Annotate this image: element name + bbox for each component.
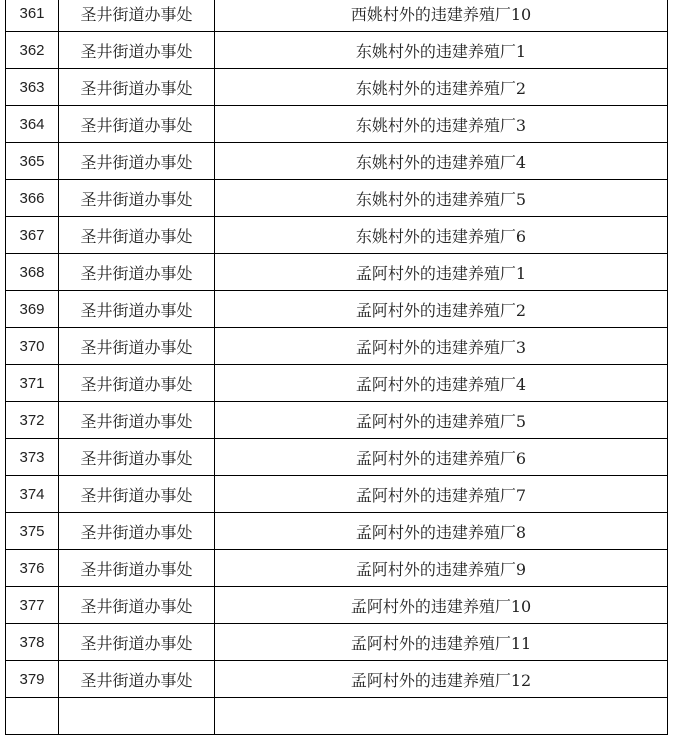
table-row [6,69,668,106]
table-row [6,143,668,180]
table-row [6,550,668,587]
facility-name-cell: 孟阿村外的违建养殖厂10 [215,587,668,624]
office-cell: 圣井街道办事处 [59,587,215,624]
facility-name-cell: 西姚村外的违建养殖厂10 [215,0,668,32]
office-cell: 圣井街道办事处 [59,217,215,254]
office-cell [59,698,215,735]
table-row [6,402,668,439]
table-row [6,180,668,217]
row-number-cell: 364 [6,106,59,143]
table-row [6,513,668,550]
row-number-cell: 368 [6,254,59,291]
row-number-cell: 376 [6,550,59,587]
facility-name-cell: 孟阿村外的违建养殖厂4 [215,365,668,402]
office-cell: 圣井街道办事处 [59,624,215,661]
facility-name-cell: 东姚村外的违建养殖厂6 [215,217,668,254]
office-cell: 圣井街道办事处 [59,365,215,402]
row-number-cell: 378 [6,624,59,661]
facility-name-cell: 孟阿村外的违建养殖厂5 [215,402,668,439]
office-cell: 圣井街道办事处 [59,69,215,106]
office-cell: 圣井街道办事处 [59,476,215,513]
office-cell: 圣井街道办事处 [59,180,215,217]
table-row [6,661,668,698]
office-cell: 圣井街道办事处 [59,0,215,32]
office-cell: 圣井街道办事处 [59,32,215,69]
table-row [6,476,668,513]
row-number-cell: 371 [6,365,59,402]
table-row [6,291,668,328]
facility-name-cell: 孟阿村外的违建养殖厂11 [215,624,668,661]
facility-name-cell: 孟阿村外的违建养殖厂12 [215,661,668,698]
table-row [6,0,668,32]
row-number-cell: 374 [6,476,59,513]
facility-name-cell [215,698,668,735]
row-number-cell: 375 [6,513,59,550]
facility-name-cell: 孟阿村外的违建养殖厂6 [215,439,668,476]
table-row [6,217,668,254]
row-number-cell: 362 [6,32,59,69]
table-row [6,254,668,291]
facility-name-cell: 东姚村外的违建养殖厂5 [215,180,668,217]
data-table [5,0,668,735]
office-cell: 圣井街道办事处 [59,661,215,698]
row-number-cell: 373 [6,439,59,476]
office-cell: 圣井街道办事处 [59,550,215,587]
row-number-cell: 377 [6,587,59,624]
table-row [6,587,668,624]
facility-name-cell: 孟阿村外的违建养殖厂7 [215,476,668,513]
table-row [6,365,668,402]
table-row [6,32,668,69]
row-number-cell: 370 [6,328,59,365]
facility-name-cell: 东姚村外的违建养殖厂3 [215,106,668,143]
facility-name-cell: 东姚村外的违建养殖厂2 [215,69,668,106]
office-cell: 圣井街道办事处 [59,439,215,476]
facility-name-cell: 孟阿村外的违建养殖厂9 [215,550,668,587]
row-number-cell: 372 [6,402,59,439]
office-cell: 圣井街道办事处 [59,254,215,291]
facility-name-cell: 孟阿村外的违建养殖厂1 [215,254,668,291]
facility-name-cell: 孟阿村外的违建养殖厂8 [215,513,668,550]
row-number-cell: 369 [6,291,59,328]
office-cell: 圣井街道办事处 [59,106,215,143]
row-number-cell [6,698,59,735]
row-number-cell: 379 [6,661,59,698]
table-row [6,328,668,365]
table-row [6,698,668,735]
office-cell: 圣井街道办事处 [59,143,215,180]
table-row [6,106,668,143]
office-cell: 圣井街道办事处 [59,291,215,328]
office-cell: 圣井街道办事处 [59,402,215,439]
row-number-cell: 366 [6,180,59,217]
table-body [6,0,668,735]
office-cell: 圣井街道办事处 [59,328,215,365]
row-number-cell: 365 [6,143,59,180]
facility-name-cell: 东姚村外的违建养殖厂1 [215,32,668,69]
table-row [6,439,668,476]
row-number-cell: 367 [6,217,59,254]
row-number-cell: 361 [6,0,59,32]
facility-name-cell: 孟阿村外的违建养殖厂2 [215,291,668,328]
table-row [6,624,668,661]
facility-name-cell: 东姚村外的违建养殖厂4 [215,143,668,180]
row-number-cell: 363 [6,69,59,106]
facility-name-cell: 孟阿村外的违建养殖厂3 [215,328,668,365]
office-cell: 圣井街道办事处 [59,513,215,550]
